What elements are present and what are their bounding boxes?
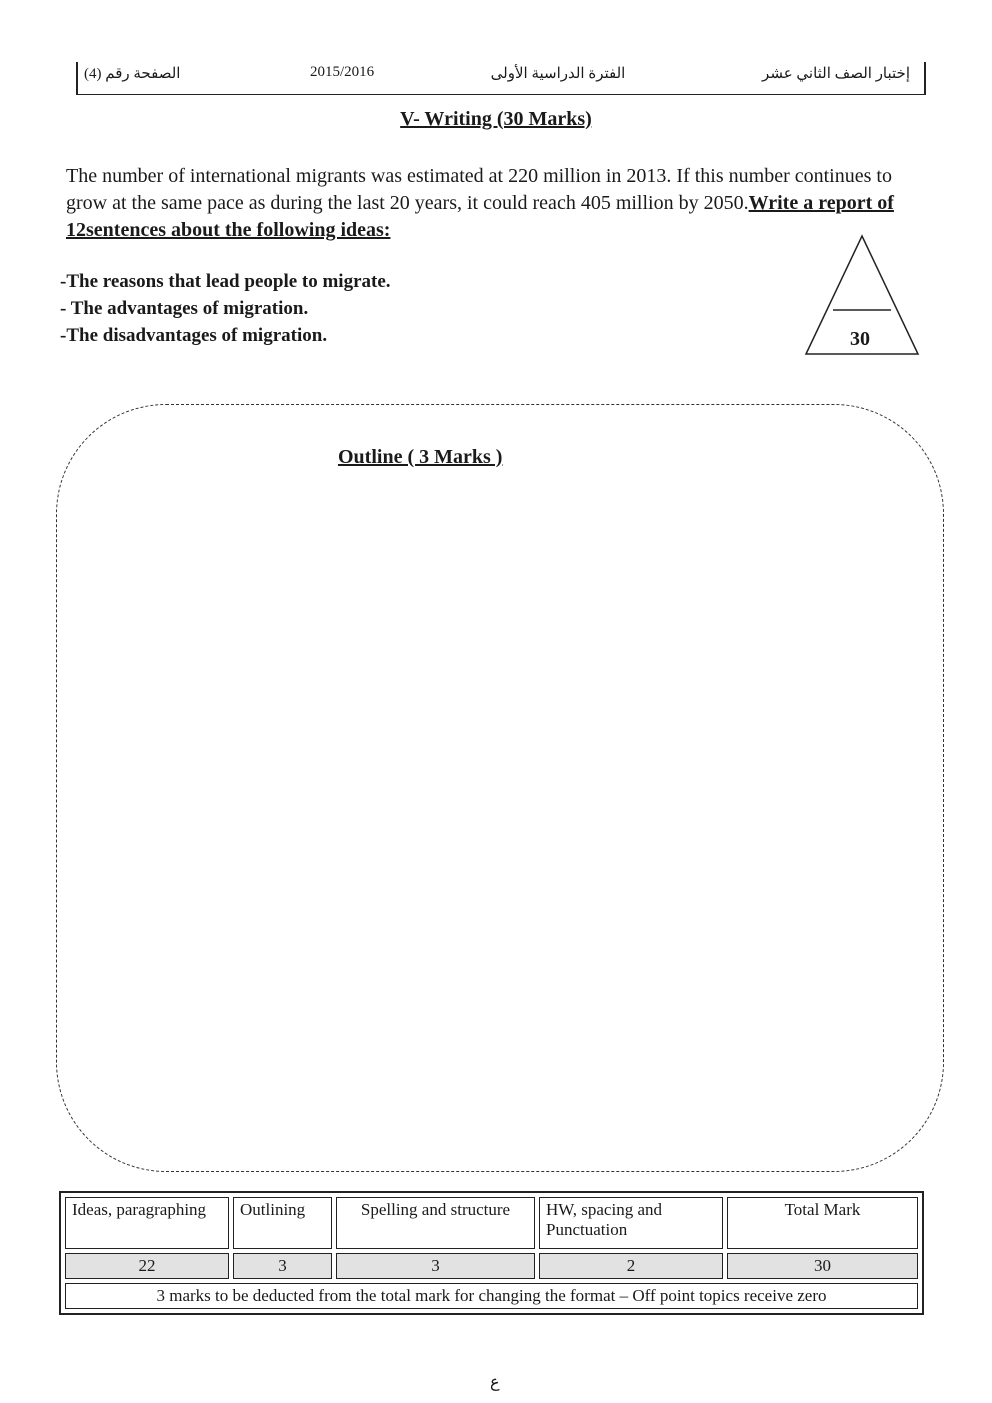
rubric-header: Total Mark xyxy=(727,1197,918,1249)
prompt-paragraph xyxy=(66,163,922,244)
rubric-value: 30 xyxy=(727,1253,918,1279)
rubric-header-row xyxy=(65,1197,918,1249)
rubric-value: 22 xyxy=(65,1253,229,1279)
rubric-header: Ideas, paragraphing xyxy=(65,1197,229,1249)
rubric-value: 3 xyxy=(336,1253,535,1279)
prompt-instruction: Write a report of 12sentences about the following ideas: xyxy=(66,192,894,241)
rubric-value-row xyxy=(65,1253,918,1279)
term-label: الفترة الدراسية الأولى xyxy=(490,66,626,82)
exam-label: إختبار الصف الثاني عشر xyxy=(762,66,910,82)
rubric-note-row xyxy=(65,1283,918,1309)
outline-title: Outline ( 3 Marks ) xyxy=(338,446,503,468)
idea-item: -The reasons that lead people to migrate. xyxy=(60,271,391,292)
section-title: V- Writing (30 Marks) xyxy=(400,108,592,130)
idea-item: - The advantages of migration. xyxy=(60,298,309,319)
idea-list xyxy=(60,268,391,349)
score-total: 30 xyxy=(850,328,870,350)
rubric-header: Spelling and structure xyxy=(336,1197,535,1249)
prompt-text: The number of international migrants was estimated at 220 million in 2013. If this number continues to grow at the same pace as during the last 20 years, it could reach 405 million by 2050. xyxy=(66,165,892,214)
rubric-header: HW, spacing and Punctuation xyxy=(539,1197,723,1249)
page-footer-mark: ع xyxy=(490,1374,500,1391)
rubric-header: Outlining xyxy=(233,1197,332,1249)
page-number: الصفحة رقم (4) xyxy=(84,66,181,82)
rubric-value: 2 xyxy=(539,1253,723,1279)
exam-header xyxy=(76,62,926,95)
marking-rubric xyxy=(59,1191,924,1315)
school-year: 2015/2016 xyxy=(310,64,375,80)
rubric-note: 3 marks to be deducted from the total mark for changing the format – Off point topics receive zero xyxy=(65,1283,918,1309)
rubric-value: 3 xyxy=(233,1253,332,1279)
outline-box[interactable] xyxy=(56,404,944,1172)
idea-item: -The disadvantages of migration. xyxy=(60,325,328,346)
